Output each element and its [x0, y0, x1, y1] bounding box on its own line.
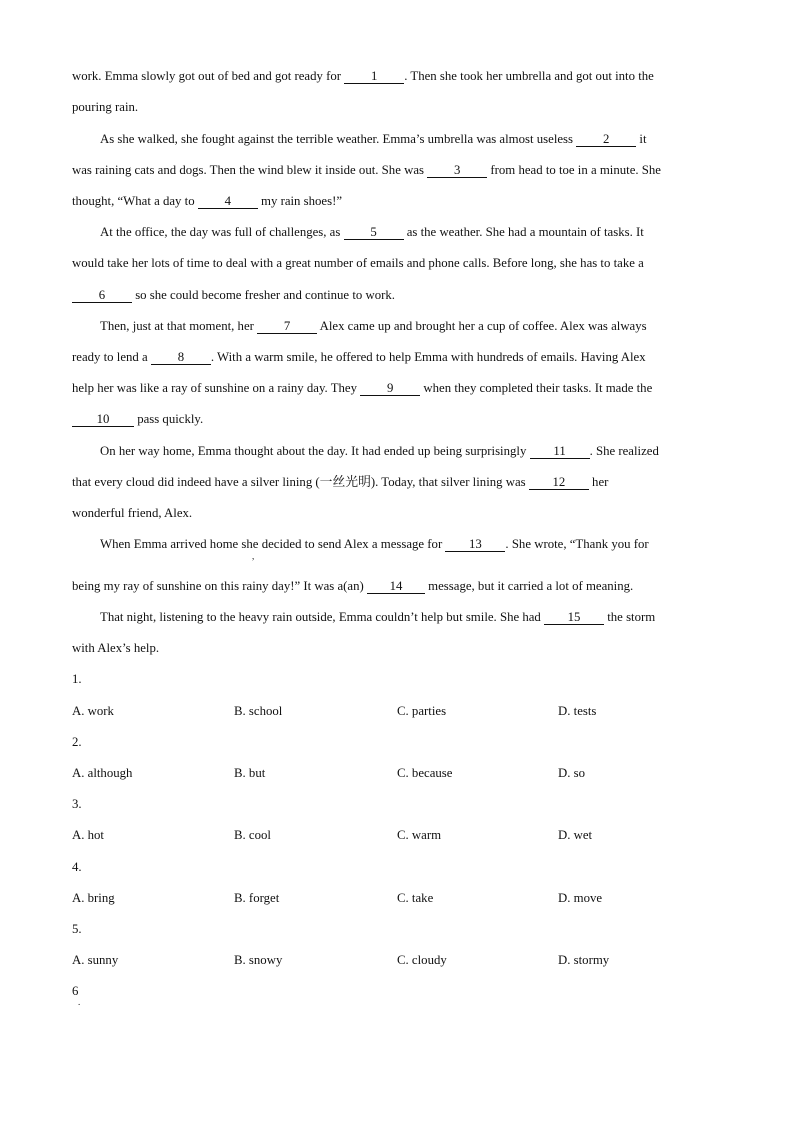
question-number: 3. — [72, 797, 82, 811]
passage-line: pouring rain. — [72, 100, 139, 114]
blank-4: 4 — [198, 194, 258, 209]
option-a[interactable]: A. hot — [72, 828, 104, 842]
passage-line: with Alex’s help. — [72, 641, 160, 655]
option-d[interactable]: D. tests — [558, 704, 597, 718]
passage-line: help her was like a ray of sunshine on a rainy day. They 9 when they completed their tasks. It made the — [72, 381, 653, 395]
blank-3: 3 — [427, 163, 487, 178]
option-c[interactable]: C. take — [397, 891, 434, 905]
question-number: 1. — [72, 672, 82, 686]
blank-10: 10 — [72, 412, 134, 427]
blank-13: 13 — [445, 537, 505, 552]
question-number: 5. — [72, 922, 82, 936]
blank-5: 5 — [344, 225, 404, 240]
option-d[interactable]: D. move — [558, 891, 603, 905]
passage-line: ready to lend a 8 . With a warm smile, he offered to help Emma with hundreds of emails. Having Alex — [72, 350, 646, 364]
passage-line: 10 pass quickly. — [72, 411, 203, 427]
question-number: 4. — [72, 860, 82, 874]
option-a[interactable]: A. bring — [72, 891, 115, 905]
passage-line: work. Emma slowly got out of bed and got ready for 1 . Then she took her umbrella and got out into the — [72, 69, 654, 83]
option-a[interactable]: A. although — [72, 766, 133, 780]
blank-9: 9 — [360, 381, 420, 396]
option-c[interactable]: C. cloudy — [397, 953, 447, 967]
passage-line: At the office, the day was full of challenges, as 5 as the weather. She had a mountain of tasks. It — [100, 225, 644, 239]
blank-8: 8 — [151, 350, 211, 365]
question-number: 2. — [72, 735, 82, 749]
option-b[interactable]: B. snowy — [234, 953, 283, 967]
option-c[interactable]: C. parties — [397, 704, 447, 718]
passage-line: 6 so she could become fresher and continue to work. — [72, 287, 395, 303]
blank-1: 1 — [344, 69, 404, 84]
blank-6: 6 — [72, 288, 132, 303]
passage-line: wonderful friend, Alex. — [72, 506, 193, 520]
blank-11: 11 — [530, 444, 590, 459]
option-a[interactable]: A. sunny — [72, 953, 119, 967]
blank-2: 2 — [576, 132, 636, 147]
passage-line: was raining cats and dogs. Then the wind blew it inside out. She was 3 from head to toe in a minute. She — [72, 163, 661, 177]
passage-line: Then, just at that moment, her 7 Alex came up and brought her a cup of coffee. Alex was always — [100, 319, 647, 333]
blank-12: 12 — [529, 475, 589, 490]
passage-line: That night, listening to the heavy rain outside, Emma couldn’t help but smile. She had 15 the storm — [100, 610, 656, 624]
passage-line: When Emma arrived home she decided to send Alex a message for 13 . She wrote, “Thank you for — [100, 537, 649, 551]
option-b[interactable]: B. cool — [234, 828, 271, 842]
passage-line: thought, “What a day to 4 my rain shoes!” — [72, 194, 343, 208]
passage-line: being my ray of sunshine on this rainy day!” It was a(an) 14 message, but it carried a lot of meaning. — [72, 579, 634, 593]
passage-line: On her way home, Emma thought about the day. It had ended up being surprisingly 11 . She realized — [100, 444, 659, 458]
blank-14: 14 — [367, 579, 425, 594]
option-b[interactable]: B. school — [234, 704, 283, 718]
option-b[interactable]: B. but — [234, 766, 266, 780]
passage-line: would take her lots of time to deal with a great number of emails and phone calls. Before long, she has to take a — [72, 256, 644, 270]
passage-line: that every cloud did indeed have a silver lining (一丝光明). Today, that silver lining was 12 her — [72, 475, 609, 489]
option-d[interactable]: D. stormy — [558, 953, 610, 967]
passage-line: As she walked, she fought against the terrible weather. Emma’s umbrella was almost useless 2 it — [100, 132, 647, 146]
option-a[interactable]: A. work — [72, 704, 114, 718]
blank-15: 15 — [544, 610, 604, 625]
option-d[interactable]: D. wet — [558, 828, 593, 842]
option-c[interactable]: C. because — [397, 766, 453, 780]
question-number: 6 — [72, 984, 79, 998]
period-mark: . — [78, 997, 81, 1007]
comma-mark: , — [252, 551, 255, 561]
option-c[interactable]: C. warm — [397, 828, 442, 842]
option-d[interactable]: D. so — [558, 766, 586, 780]
option-b[interactable]: B. forget — [234, 891, 280, 905]
blank-7: 7 — [257, 319, 317, 334]
